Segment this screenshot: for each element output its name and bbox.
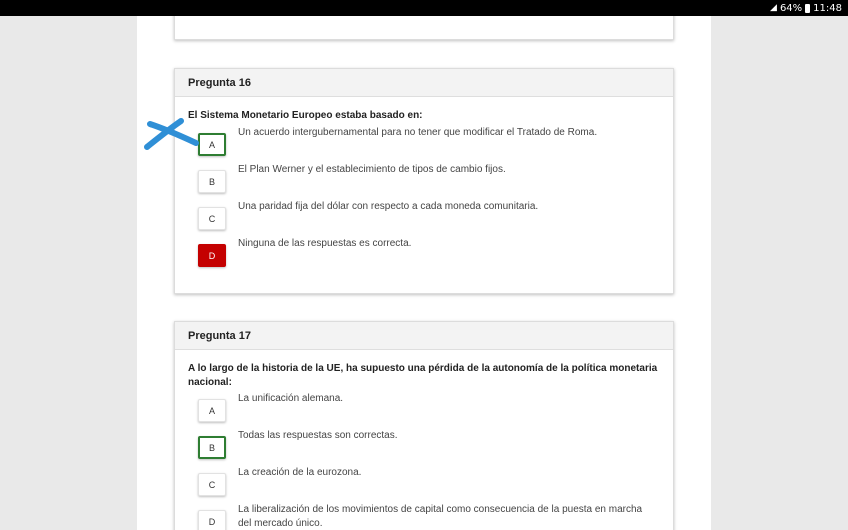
clock: 11:48	[813, 2, 842, 14]
option-text[interactable]: Un acuerdo intergubernamental para no tener que modificar el Tratado de Roma.	[238, 127, 598, 138]
option-letter-b[interactable]: B	[198, 170, 226, 193]
battery-icon	[805, 4, 810, 13]
option-text[interactable]: El Plan Werner y el establecimiento de tipos de cambio fijos.	[238, 164, 506, 175]
option-letter-c[interactable]: C	[198, 207, 226, 230]
question-text: El Sistema Monetario Europeo estaba basado en:	[188, 110, 423, 121]
previous-question-card	[174, 16, 674, 40]
option-text[interactable]: Todas las respuestas son correctas.	[238, 430, 398, 441]
question-text: A lo largo de la historia de la UE, ha supuesto una pérdida de la autonomía de la política monetaria nacional:	[188, 363, 658, 388]
option-text[interactable]: La unificación alemana.	[238, 393, 344, 404]
battery-percent: 64%	[779, 2, 803, 14]
status-bar	[0, 0, 848, 16]
option-letter-d[interactable]: D	[198, 510, 226, 530]
option-text[interactable]: La liberalización de los movimientos de capital como consecuencia de la puesta en marcha del mercado único.	[238, 504, 643, 529]
quiz-page[interactable]	[137, 16, 711, 530]
option-text[interactable]: Una paridad fija del dólar con respecto a cada moneda comunitaria.	[238, 201, 539, 212]
question-header: Pregunta 16	[175, 69, 673, 97]
option-letter-a[interactable]: A	[198, 133, 226, 156]
question-card-17	[174, 321, 674, 530]
option-letter-c[interactable]: C	[198, 473, 226, 496]
wifi-icon: ◢	[770, 2, 777, 13]
option-text[interactable]: Ninguna de las respuestas es correcta.	[238, 238, 412, 249]
option-letter-b[interactable]: B	[198, 436, 226, 459]
question-header: Pregunta 17	[175, 322, 673, 350]
option-text[interactable]: La creación de la eurozona.	[238, 467, 362, 478]
option-letter-d[interactable]: D	[198, 244, 226, 267]
option-letter-a[interactable]: A	[198, 399, 226, 422]
question-card-16	[174, 68, 674, 294]
